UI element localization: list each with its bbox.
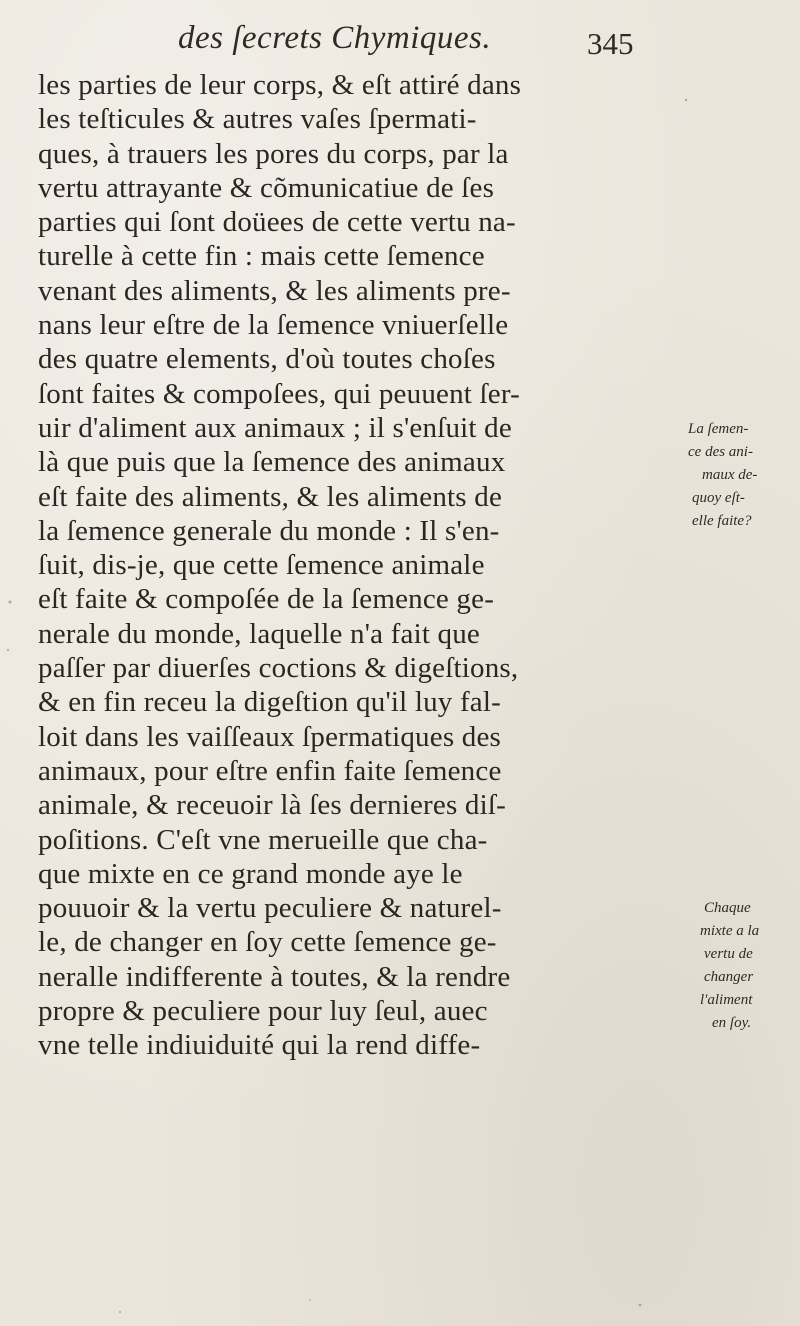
text-line: vertu attrayante & cõmunicatiue de ſes xyxy=(38,171,495,204)
text-line: eſt faite des aliments, & les aliments de xyxy=(38,480,503,513)
page-header xyxy=(0,14,800,64)
text-line: & en fin receu la digeſtion qu'il luy fal- xyxy=(38,686,501,719)
text-line: poſitions. C'eſt vne merueille que cha- xyxy=(38,823,488,856)
text-line: propre & peculiere pour luy ſeul, auec xyxy=(38,995,488,1028)
text-line: parties qui ſont doüees de cette vertu na- xyxy=(38,206,516,239)
margin-note-line: en ſoy. xyxy=(712,1015,752,1031)
text-line: pouuoir & la vertu peculiere & naturel- xyxy=(38,892,502,925)
text-line: uir d'aliment aux animaux ; il s'enſuit de xyxy=(38,411,512,444)
text-line: ſont faites & compoſees, qui peuuent ſer- xyxy=(38,377,520,410)
text-line: là que puis que la ſemence des animaux xyxy=(38,446,506,479)
margin-note-line: vertu de xyxy=(704,946,753,962)
text-line: nans leur eſtre de la ſemence vniuerſelle xyxy=(38,309,509,342)
text-line: les teſticules & autres vaſes ſpermati- xyxy=(38,103,477,136)
page-number: 345 xyxy=(587,26,634,61)
text-line: ſuit, dis-je, que cette ſemence animale xyxy=(38,549,485,582)
text-line: venant des aliments, & les aliments pre- xyxy=(38,274,511,307)
text-line: ques, à trauers les pores du corps, par la xyxy=(38,137,509,170)
margin-note-line: quoy eſt- xyxy=(692,490,745,506)
text-line: loit dans les vaiſſeaux ſpermatiques des xyxy=(38,720,502,753)
text-line: le, de changer en ſoy cette ſemence ge- xyxy=(38,926,497,959)
margin-note-line: maux de- xyxy=(702,467,758,483)
text-line: animale, & receuoir là ſes dernieres diſ- xyxy=(38,789,506,822)
text-line: animaux, pour eſtre enfin faite ſemence xyxy=(38,754,502,787)
margin-note-line: elle faite? xyxy=(692,513,752,529)
margin-note-line: mixte a la xyxy=(700,923,760,939)
margin-note-line: l'aliment xyxy=(700,992,753,1008)
text-line: la ſemence generale du monde : Il s'en- xyxy=(38,514,500,547)
text-line: les parties de leur corps, & eſt attiré dans xyxy=(38,69,522,101)
text-line: turelle à cette fin : mais cette ſemence xyxy=(38,240,485,273)
body-text xyxy=(38,68,678,1063)
text-line: que mixte en ce grand monde aye le xyxy=(38,857,463,890)
running-title: des ſecrets Chymiques. xyxy=(178,20,492,56)
text-line: vne telle indiuiduité qui la rend diffe- xyxy=(38,1029,481,1062)
margin-note-line: ce des ani- xyxy=(688,444,753,460)
text-line: des quatre elements, d'où toutes choſes xyxy=(38,343,496,376)
text-line: eſt faite & compoſée de la ſemence ge- xyxy=(38,583,495,616)
text-line: nerale du monde, laquelle n'a fait que xyxy=(38,617,481,650)
margin-note-line: Chaque xyxy=(704,900,751,916)
margin-note-line: La ſemen- xyxy=(688,421,749,437)
margin-note-line: changer xyxy=(704,969,754,985)
text-line: paſſer par diuerſes coctions & digeſtions, xyxy=(38,652,519,685)
text-line: neralle indifferente à toutes, & la rendre xyxy=(38,960,511,993)
